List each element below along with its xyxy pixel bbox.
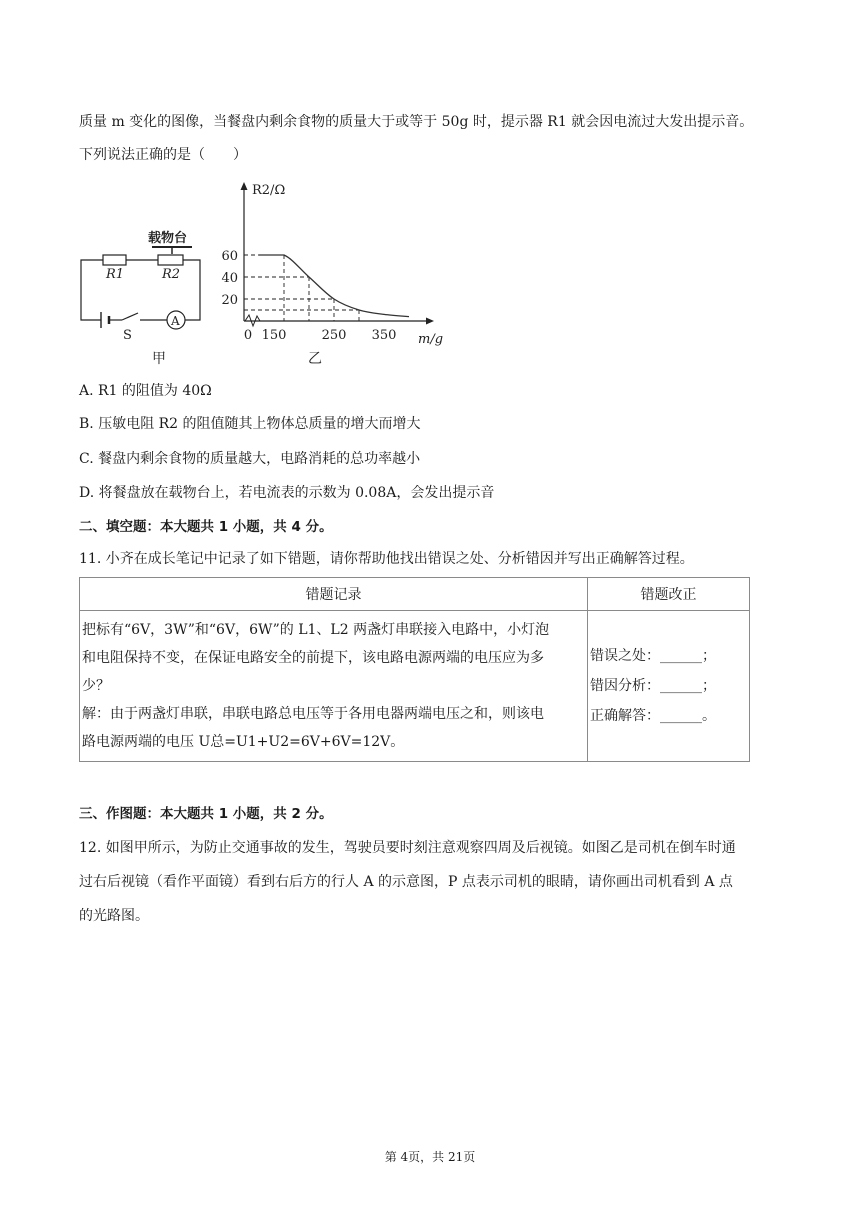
- correction-cell: [588, 611, 750, 762]
- y-tick-label: 20: [221, 293, 238, 308]
- option-a-text: A. R1 的阻值为 40Ω: [79, 383, 212, 399]
- header-correction: 错题改正: [588, 578, 750, 611]
- circuit-wire-right: [183, 260, 200, 320]
- header-record: 错题记录: [80, 578, 588, 611]
- circuit-wire: [81, 260, 103, 320]
- resistance-mass-graph: [221, 182, 443, 366]
- correction-line-cause: 错因分析：______；: [590, 678, 716, 694]
- r1-label: R1: [106, 267, 125, 282]
- y-tick-label: 40: [221, 271, 238, 286]
- x-axis-label: m/g: [418, 332, 444, 347]
- record-cell: [80, 611, 588, 762]
- record-line: 把标有“6V，3W”和“6V，6W”的 L1、L2 两盏灯串联接入电路中，小灯泡: [82, 622, 550, 638]
- graph-caption: 乙: [308, 351, 322, 366]
- record-line: 少？: [82, 678, 110, 694]
- q10-intro-line1: 质量 m 变化的图像，当餐盘内剩余食物的质量大于或等于 50g 时，提示器 R1 就会因电流过大发出提示音。: [79, 114, 754, 130]
- section3-heading: 三、作图题：本大题共 1 小题，共 2 分。: [79, 806, 333, 822]
- circuit-caption: 甲: [152, 351, 166, 366]
- x-tick-label: 350: [371, 328, 397, 343]
- q12-line: 12. 如图甲所示，为防止交通事故的发生，驾驶员要时刻注意观察四周及后视镜。如图乙是司机在倒车时通: [79, 840, 736, 856]
- resistor-r2: [158, 255, 183, 265]
- error-record-table: [79, 577, 750, 762]
- table-row: [80, 611, 750, 762]
- option-a: [79, 381, 212, 401]
- table-header-row: [80, 578, 750, 611]
- page-footer: 第 4页，共 21页: [384, 1150, 476, 1164]
- section2-heading: 二、填空题：本大题共 1 小题，共 4 分。: [79, 519, 333, 535]
- q10-figure-svg: [76, 176, 476, 366]
- x-tick-label: 0: [243, 328, 253, 343]
- stage-label: 载物台: [148, 231, 188, 246]
- option-d-text: D. 将餐盘放在载物台上，若电流表的示数为 0.08A，会发出提示音: [79, 485, 495, 501]
- x-tick-label: 250: [321, 328, 347, 343]
- option-d: [79, 483, 494, 503]
- option-b: [79, 414, 421, 434]
- q10-figure: [76, 176, 476, 370]
- correction-line-answer: 正确解答：______。: [590, 708, 716, 724]
- record-line: 和电阻保持不变，在保证电路安全的前提下，该电路电源两端的电压应为多: [82, 650, 544, 666]
- r2-label: R2: [162, 267, 181, 282]
- resistor-r1: [103, 255, 126, 265]
- option-c-text: C. 餐盘内剩余食物的质量越大，电路消耗的总功率越小: [79, 451, 421, 467]
- q10-intro-line2: 下列说法正确的是（ ）: [79, 147, 247, 163]
- y-tick-label: 60: [221, 249, 238, 264]
- q12-line: 的光路图。: [79, 908, 149, 924]
- y-axis-label: R2/Ω: [252, 183, 286, 198]
- option-b-text: B. 压敏电阻 R2 的阻值随其上物体总质量的增大而增大: [79, 416, 421, 432]
- switch-label: S: [123, 328, 132, 343]
- ammeter-label: A: [171, 314, 180, 328]
- switch-blade: [122, 313, 138, 320]
- record-line: 路电源两端的电压 U总=U1+U2=6V+6V=12V。: [82, 734, 405, 750]
- y-axis-arrow: [241, 182, 248, 190]
- option-c: [79, 449, 420, 469]
- x-axis-arrow: [426, 318, 434, 325]
- circuit-diagram: [81, 230, 200, 366]
- correction-line-error: 错误之处：______；: [590, 648, 716, 664]
- q11-stem: 11. 小齐在成长笔记中记录了如下错题，请你帮助他找出错误之处、分析错因并写出正确解答过程。: [79, 551, 694, 567]
- q12-line: 过右后视镜（看作平面镜）看到右后方的行人 A 的示意图，P 点表示司机的眼睛，请你画出司机看到 A 点: [79, 874, 733, 890]
- record-line: 解：由于两盏灯串联，串联电路总电压等于各用电器两端电压之和，则该电: [82, 706, 544, 722]
- x-tick-label: 150: [261, 328, 287, 343]
